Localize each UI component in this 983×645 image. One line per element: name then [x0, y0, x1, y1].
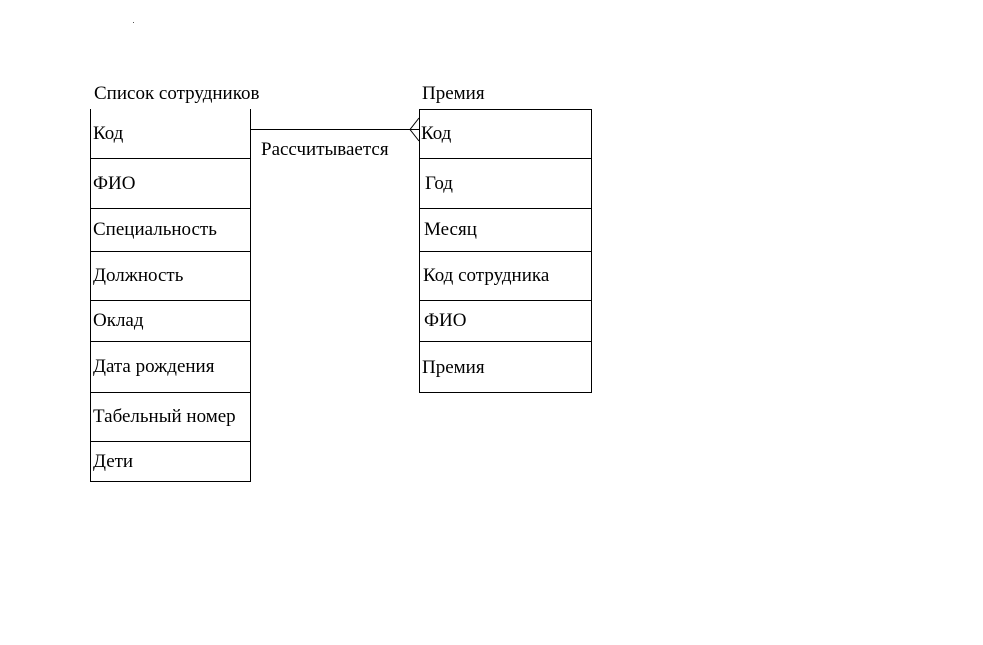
bonus-field-month: Месяц: [419, 208, 592, 251]
employees-field-position: Должность: [90, 251, 251, 300]
employees-field-salary: Оклад: [90, 300, 251, 341]
bonus-field-year: Год: [419, 158, 592, 208]
employees-field-birthdate: Дата рождения: [90, 341, 251, 392]
employees-field-fio: ФИО: [90, 158, 251, 208]
bonus-field-bonus: Премия: [419, 341, 592, 393]
employees-field-children: Дети: [90, 441, 251, 482]
bonus-field-employee-code: Код сотрудника: [419, 251, 592, 300]
relationship-label: Рассчитывается: [261, 139, 389, 160]
employees-field-specialty: Специальность: [90, 208, 251, 251]
bonus-field-code: Код: [419, 109, 592, 158]
bonus-entity-title: Премия: [422, 83, 485, 104]
employees-field-code: Код: [93, 122, 124, 144]
employees-field-tab-number: Табельный номер: [90, 392, 251, 441]
employees-entity-title: Список сотрудников: [94, 83, 260, 104]
bonus-field-fio: ФИО: [419, 300, 592, 341]
